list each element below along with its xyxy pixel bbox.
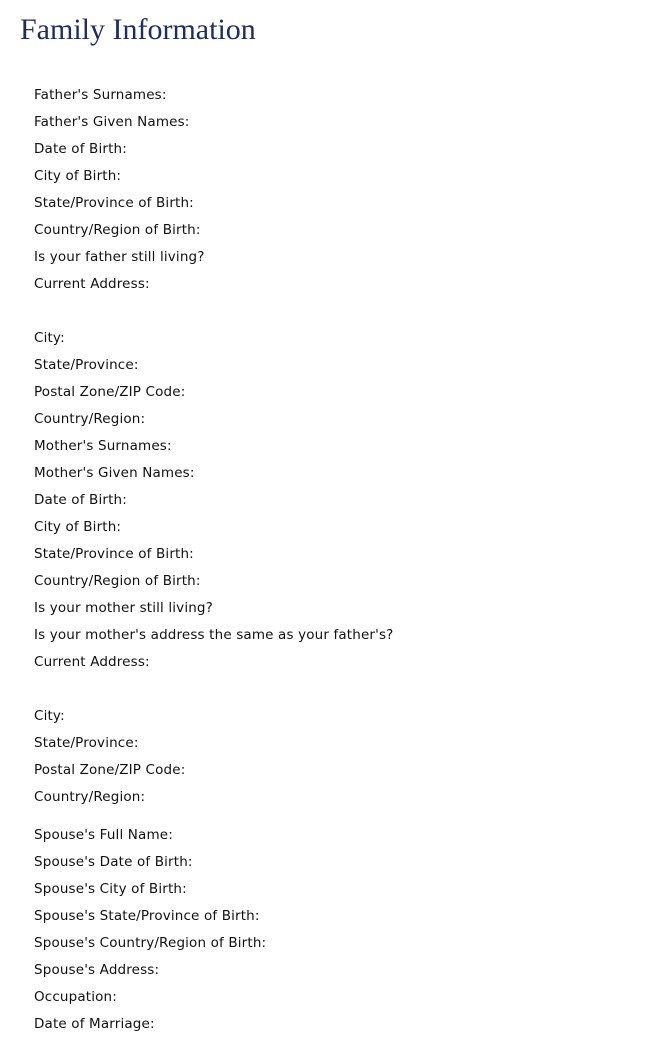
mother-surnames-label: Mother's Surnames: bbox=[34, 438, 172, 454]
spouse-date-of-marriage-label: Date of Marriage: bbox=[34, 1016, 155, 1032]
mother-country-region-of-birth-label: Country/Region of Birth: bbox=[34, 573, 201, 589]
father-state-province-of-birth-label: State/Province of Birth: bbox=[34, 195, 194, 211]
spouse-date-of-birth-label: Spouse's Date of Birth: bbox=[34, 854, 193, 870]
father-date-of-birth-label: Date of Birth: bbox=[34, 141, 127, 157]
father-state-province-label: State/Province: bbox=[34, 357, 139, 373]
mother-country-region-label: Country/Region: bbox=[34, 789, 146, 805]
mother-state-province-of-birth-label: State/Province of Birth: bbox=[34, 546, 194, 562]
spouse-address-label: Spouse's Address: bbox=[34, 962, 160, 978]
mother-city-label: City: bbox=[34, 708, 65, 724]
spouse-full-name-label: Spouse's Full Name: bbox=[34, 827, 173, 843]
father-current-address-label: Current Address: bbox=[34, 276, 150, 292]
page-title: Family Information bbox=[20, 13, 256, 46]
mother-postal-zip-label: Postal Zone/ZIP Code: bbox=[34, 762, 186, 778]
mother-same-address-label: Is your mother's address the same as your father's? bbox=[34, 627, 394, 643]
family-information-form bbox=[34, 82, 634, 1038]
father-country-region-of-birth-label: Country/Region of Birth: bbox=[34, 222, 201, 238]
mother-given-names-label: Mother's Given Names: bbox=[34, 465, 195, 481]
father-postal-zip-label: Postal Zone/ZIP Code: bbox=[34, 384, 186, 400]
father-city-label: City: bbox=[34, 330, 65, 346]
spouse-state-province-of-birth-label: Spouse's State/Province of Birth: bbox=[34, 908, 260, 924]
father-still-living-label: Is your father still living? bbox=[34, 249, 205, 265]
father-city-of-birth-label: City of Birth: bbox=[34, 168, 122, 184]
father-given-names-label: Father's Given Names: bbox=[34, 114, 190, 130]
mother-date-of-birth-label: Date of Birth: bbox=[34, 492, 127, 508]
mother-state-province-label: State/Province: bbox=[34, 735, 139, 751]
mother-city-of-birth-label: City of Birth: bbox=[34, 519, 122, 535]
mother-current-address-label: Current Address: bbox=[34, 654, 150, 670]
mother-still-living-label: Is your mother still living? bbox=[34, 600, 213, 616]
spouse-country-region-of-birth-label: Spouse's Country/Region of Birth: bbox=[34, 935, 267, 951]
spouse-occupation-label: Occupation: bbox=[34, 989, 117, 1005]
father-country-region-label: Country/Region: bbox=[34, 411, 146, 427]
spouse-city-of-birth-label: Spouse's City of Birth: bbox=[34, 881, 187, 897]
father-surnames-label: Father's Surnames: bbox=[34, 87, 167, 103]
